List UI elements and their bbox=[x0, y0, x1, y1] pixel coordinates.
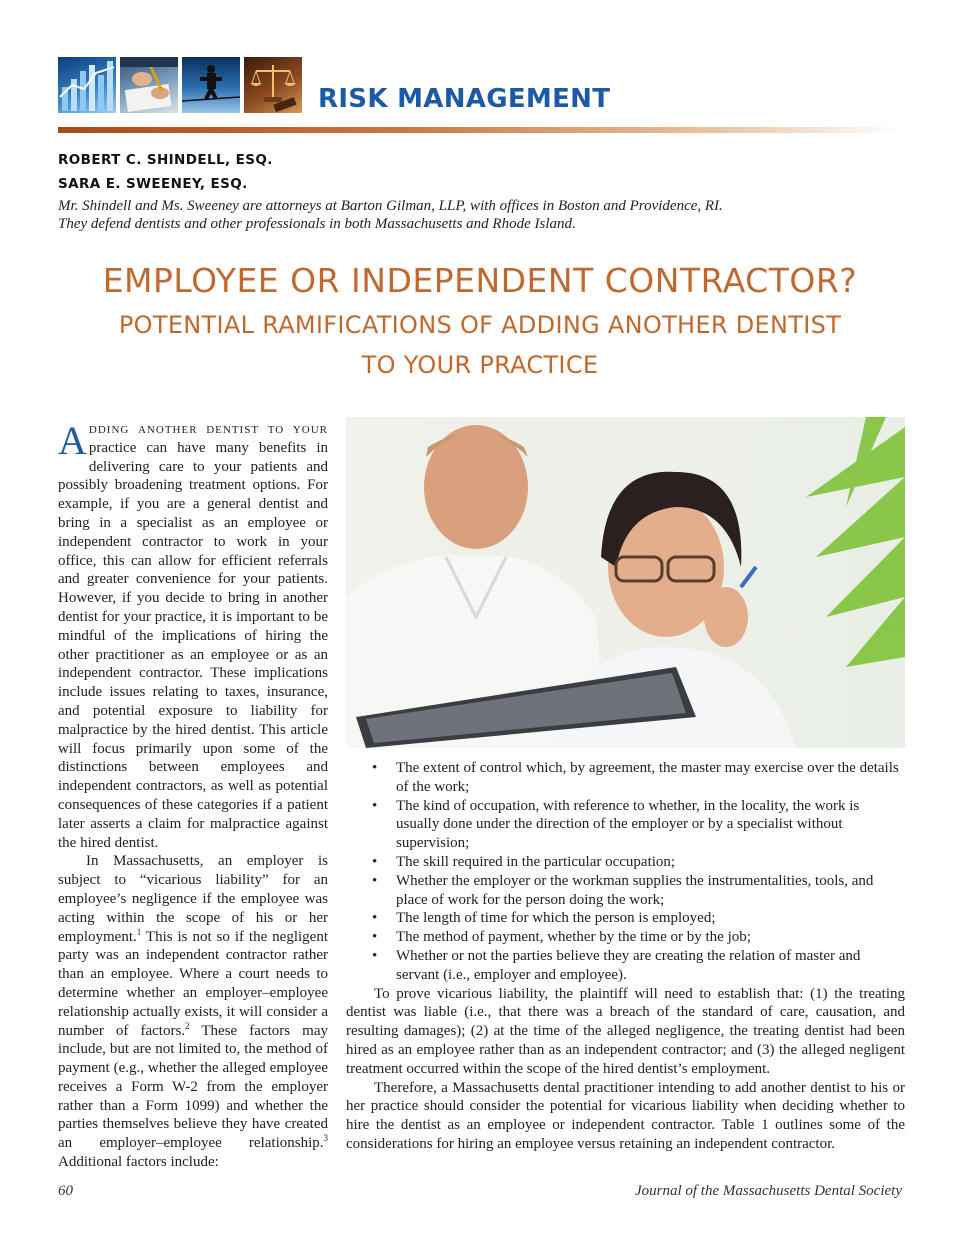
header-thumbnails bbox=[58, 57, 302, 113]
bullet-glyph: • bbox=[372, 797, 378, 814]
author-name: SARA E. SWEENEY, ESQ. bbox=[58, 176, 248, 192]
lead-in: dding another dentist to your bbox=[88, 421, 328, 437]
right-column bbox=[346, 759, 905, 1154]
journal-name: Journal of the Massachusetts Dental Society bbox=[634, 1183, 902, 1199]
paragraph: Therefore, a Massachusetts dental practitioner intending to add another dentist to his or her practice should consider the potential for vicarious liability when deciding whether to hire the dentist as an employee or independent contractor. Table 1 outlines some of the considerations for hiring an employee versus retaining an independent contractor. bbox=[346, 1079, 905, 1152]
paragraph-text: In Massachusetts, an employer is subject to “vicarious liability” for an employee’s negligence if the employee was acting within the scope of his or her employment. bbox=[58, 853, 328, 945]
list-item-text: The extent of control which, by agreement, the master may exercise over the details of the work; bbox=[396, 760, 899, 795]
list-item-text: The skill required in the particular occupation; bbox=[396, 853, 676, 870]
paragraph-text: These factors may include, but are not limited to, the method of payment (e.g., whether the alleged employee receives a Form W-2 from the employer rather than a Form 1099) and whether the parties themselves believe they have created an employer–employee relationship. bbox=[58, 1022, 328, 1152]
bullet-glyph: • bbox=[372, 853, 378, 870]
paragraph: To prove vicarious liability, the plaintiff will need to establish that: (1) the treating dentist was liable (i.e., that there was a breach of the standard of care, causation, and resulting damages); (2) at the time of the alleged negligence, the treating dentist had been hired as an employee rather than as an independent contractor; and (3) the alleged negligent treatment occurred within the scope of the hired dentist’s employment. bbox=[346, 985, 905, 1077]
bullet-glyph: • bbox=[372, 910, 378, 927]
bio-line: They defend dentists and other professionals in both Massachusetts and Rhode Island. bbox=[58, 216, 576, 232]
list-item-text: Whether or not the parties believe they are creating the relation of master and servant (i.e., employer and employee). bbox=[396, 947, 861, 983]
tightrope-walker-icon bbox=[182, 57, 240, 113]
list-item bbox=[346, 759, 905, 797]
drop-cap: A bbox=[58, 418, 87, 463]
list-item bbox=[346, 797, 905, 853]
bio-line: Mr. Shindell and Ms. Sweeney are attorneys at Barton Gilman, LLP, with offices in Boston and Providence, RI. bbox=[58, 198, 723, 214]
list-item-text: The length of time for which the person is employed; bbox=[396, 910, 716, 927]
list-item bbox=[346, 947, 905, 985]
chart-bars-icon bbox=[58, 57, 116, 113]
bullet-glyph: • bbox=[372, 872, 378, 889]
paragraph bbox=[58, 420, 328, 852]
bullet-glyph: • bbox=[372, 929, 378, 946]
footnote-ref: 3 bbox=[323, 1133, 328, 1144]
factor-list bbox=[346, 759, 905, 985]
list-item-text: The kind of occupation, with reference to whether, in the locality, the work is usually done under the direction of the employer or by a specialist without supervision; bbox=[396, 797, 860, 852]
paragraph-text: This is not so if the negligent party was an independent contractor rather than an employee. Where a court needs to determine whether an employer–employee relationship actually exists, it will consider a number of factors. bbox=[58, 928, 328, 1039]
bullet-glyph: • bbox=[372, 947, 378, 964]
handshake-signing-icon bbox=[120, 57, 178, 113]
article-subtitle: TO YOUR PRACTICE bbox=[361, 351, 599, 379]
paragraph-text: practice can have many benefits in delivering care to your patients and possibly broadening treatment options. For example, if you are a general dentist and bring in a specialist as an employee or independent contractor to work in your office, this can allow for efficient referrals and greater convenience for your patients. However, if you decide to bring in another dentist for your practice, it is important to be mindful of the implications of hiring the other practitioner as an employee or as an independent contractor. These implications include issues relating to taxes, insurance, and potential exposure to liability for malpractice by the hired dentist. This article will focus primarily upon some of the distinctions between employees and independent contractors, as well as potential consequences of these categories if a patient later asserts a claim for malpractice against the hired dentist. bbox=[58, 439, 328, 851]
scales-of-justice-icon bbox=[244, 57, 302, 113]
section-title: RISK MANAGEMENT bbox=[318, 84, 611, 114]
bullet-glyph: • bbox=[372, 760, 378, 776]
list-item bbox=[346, 909, 905, 928]
list-item bbox=[346, 872, 905, 910]
header-rule bbox=[58, 127, 902, 133]
article-subtitle: POTENTIAL RAMIFICATIONS OF ADDING ANOTHER DENTIST bbox=[118, 311, 842, 339]
list-item bbox=[346, 928, 905, 947]
list-item-text: Whether the employer or the workman supplies the instrumentalities, tools, and place of work for the person doing the work; bbox=[396, 872, 874, 908]
author-name: ROBERT C. SHINDELL, ESQ. bbox=[58, 152, 273, 168]
footnote-ref: 1 bbox=[136, 926, 142, 937]
author-bio bbox=[58, 197, 858, 233]
list-item bbox=[346, 853, 905, 872]
paragraph-text: Additional factors include: bbox=[58, 1154, 219, 1171]
footnote-ref: 2 bbox=[185, 1020, 190, 1031]
page-number: 60 bbox=[58, 1183, 73, 1199]
paragraph bbox=[58, 852, 328, 1172]
list-item-text: The method of payment, whether by the time or by the job; bbox=[396, 929, 751, 946]
left-column bbox=[58, 420, 328, 1172]
article-title: EMPLOYEE OR INDEPENDENT CONTRACTOR? bbox=[102, 261, 858, 300]
article-photo bbox=[346, 417, 905, 748]
